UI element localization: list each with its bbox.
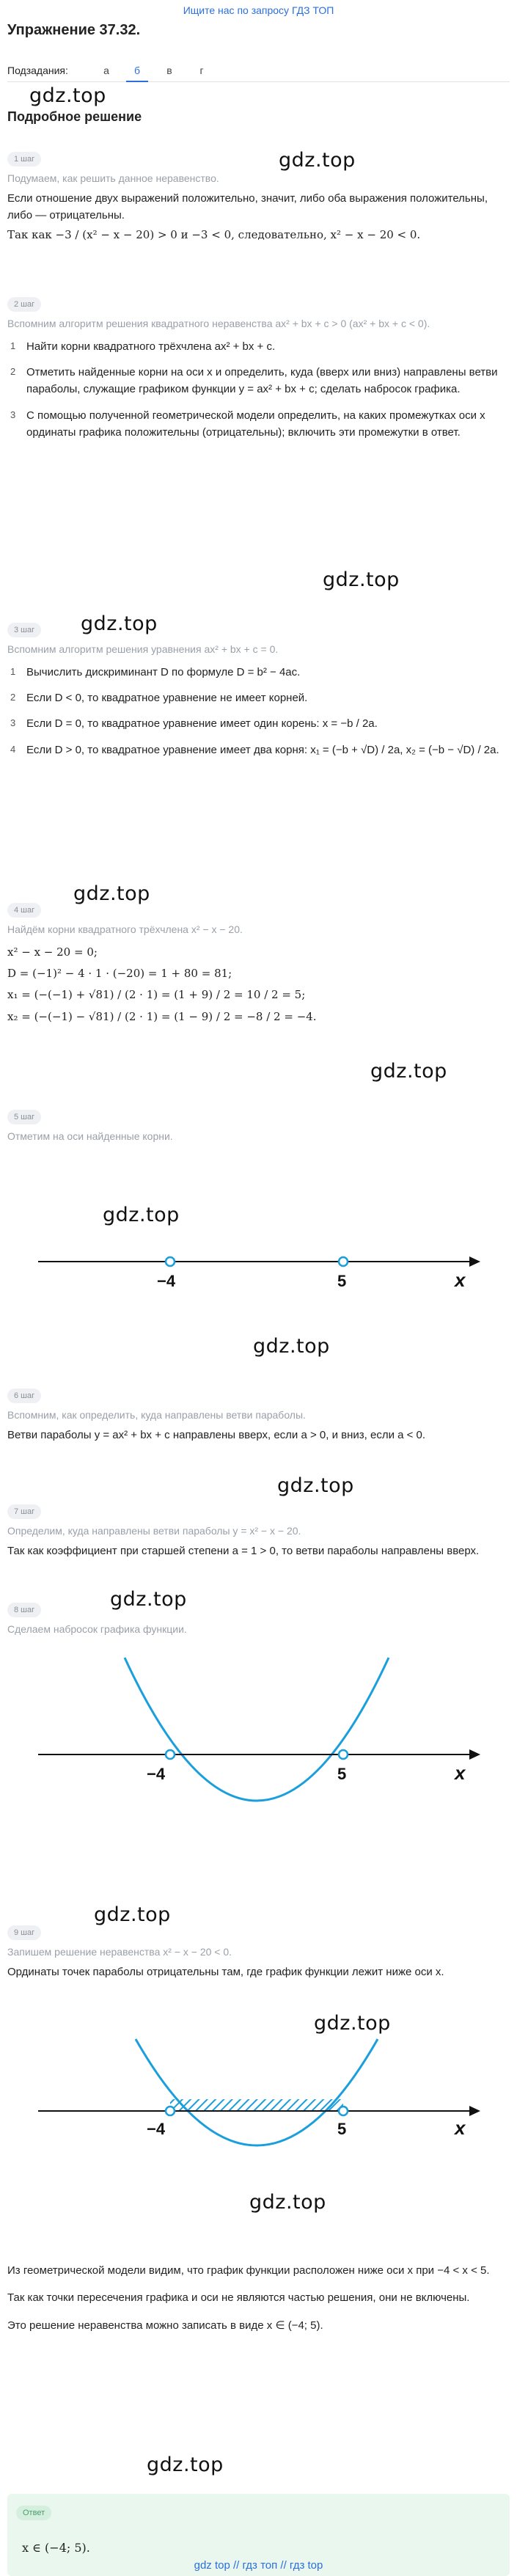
- watermark: gdz.top: [73, 882, 150, 905]
- solution-interval: [170, 2099, 343, 2111]
- watermark: gdz.top: [110, 1588, 187, 1611]
- solution-sketch: [0, 2032, 517, 2178]
- root-label: −4: [157, 1272, 176, 1290]
- watermark: gdz.top: [249, 2191, 326, 2214]
- root-point: [166, 1257, 175, 1266]
- equation-line: x₂ = (−(−1) − √81) / (2 · 1) = (1 − 9) / 2 = −8 / 2 = −4.: [7, 1009, 317, 1023]
- equation-line: D = (−1)² − 4 · 1 · (−20) = 1 + 80 = 81;: [7, 967, 232, 981]
- search-banner[interactable]: Ищите нас по запросу ГДЗ ТОП: [183, 4, 334, 16]
- algorithm-item: 2 Отметить найденные корни на оси x и определить, куда (вверх или вниз) направлены ветви параболы, служащие графиком функции y = ax² + bx + c; сделать набросок графика.: [10, 366, 498, 396]
- root-label: −4: [147, 2120, 166, 2138]
- equation-line: x² − x − 20 = 0;: [7, 945, 98, 959]
- step-badge: 6 шаг: [7, 1388, 41, 1403]
- step-2: [7, 295, 506, 450]
- step-5: [7, 1108, 506, 1145]
- step-hint: Вспомним алгоритм решения квадратного неравенства ax² + bx + c > 0 (ax² + bx + c < 0).: [7, 318, 430, 330]
- solution-title: Подробное решение: [7, 109, 142, 124]
- parabola-sketch: [0, 1650, 517, 1841]
- step-hint: Подумаем, как решить данное неравенство.: [7, 172, 219, 185]
- answer-badge: Ответ: [16, 2506, 51, 2520]
- algorithm-item: 1 Вычислить дискриминант D по формуле D = b² − 4ac.: [10, 665, 301, 678]
- exercise-title: Упражнение 37.32.: [7, 22, 141, 38]
- step-text: Если отношение двух выражений положительно, значит, либо оба выражения положительны, либо — отрицательны.: [7, 191, 488, 222]
- step-hint: Вспомним алгоритм решения уравнения ax² + bx + c = 0.: [7, 643, 279, 656]
- axis-label: x: [455, 1762, 466, 1784]
- answer-value: x ∈ (−4; 5).: [22, 2541, 90, 2555]
- step-badge: 2 шаг: [7, 297, 41, 312]
- watermark: gdz.top: [253, 1335, 330, 1358]
- algorithm-item: 3 Если D = 0, то квадратное уравнение имеет один корень: x = −b / 2a.: [10, 717, 378, 731]
- watermark: gdz.top: [314, 2012, 391, 2035]
- root-label: 5: [337, 2120, 347, 2138]
- root-point: [339, 2107, 348, 2115]
- step-hint: Отметим на оси найденные корни.: [7, 1130, 173, 1143]
- axis-arrow: [469, 1256, 480, 1267]
- step-text: Так как −3 / (x² − x − 20) > 0 и −3 < 0, следовательно, x² − x − 20 < 0.: [7, 228, 421, 242]
- root-point: [166, 1750, 175, 1759]
- step-hint: Запишем решение неравенства x² − x − 20 < 0.: [7, 1946, 232, 1958]
- step-hint: Сделаем набросок графика функции.: [7, 1623, 187, 1636]
- subtask-v[interactable]: в: [166, 65, 172, 76]
- algorithm-item: 1 Найти корни квадратного трёхчлена ax² + bx + c.: [10, 340, 276, 353]
- watermark: gdz.top: [323, 568, 400, 591]
- root-point: [339, 1750, 348, 1759]
- root-point: [166, 2107, 175, 2115]
- watermark: gdz.top: [147, 2454, 224, 2476]
- watermark: gdz.top: [277, 1474, 354, 1497]
- axis-arrow: [469, 2106, 480, 2116]
- number-line-diagram: [0, 1240, 517, 1306]
- step-badge: 7 шаг: [7, 1504, 41, 1519]
- watermark: gdz.top: [29, 84, 106, 107]
- footer-links[interactable]: gdz top // гдз топ // гдз top: [194, 2559, 323, 2572]
- root-label: 5: [337, 1765, 347, 1783]
- step-7: [7, 1502, 506, 1559]
- step-8: [7, 1600, 506, 1638]
- watermark: gdz.top: [370, 1060, 447, 1083]
- step-badge: 3 шаг: [7, 623, 41, 637]
- step-1: [7, 150, 506, 244]
- conclusion-text: Это решение неравенства можно записать в виде x ∈ (−4; 5).: [7, 2319, 323, 2332]
- root-label: −4: [147, 1765, 166, 1783]
- root-point: [339, 1257, 348, 1266]
- step-3: [7, 621, 506, 767]
- subtasks-label: Подзадания:: [7, 65, 68, 76]
- step-badge: 9 шаг: [7, 1925, 41, 1940]
- conclusion: [7, 2259, 506, 2334]
- watermark: gdz.top: [103, 1204, 180, 1226]
- step-4: [7, 901, 506, 1030]
- step-6: [7, 1386, 506, 1443]
- axis-label: x: [455, 1269, 466, 1291]
- step-9: [7, 1923, 506, 1980]
- axis-label: x: [455, 2117, 466, 2139]
- axis-arrow: [469, 1749, 480, 1760]
- algorithm-item: 3 С помощью полученной геометрической модели определить, на каких промежутках оси x ординаты графика положительны (отрицательны); включить эти промежутки в ответ.: [10, 409, 485, 439]
- subtask-tabs: [7, 59, 510, 82]
- step-text: Так как коэффициент при старшей степени a = 1 > 0, то ветви параболы направлены вверх.: [7, 1544, 480, 1557]
- subtask-g[interactable]: г: [199, 65, 204, 76]
- watermark: gdz.top: [94, 1903, 171, 1926]
- watermark: gdz.top: [81, 612, 158, 635]
- step-badge: 4 шаг: [7, 903, 41, 918]
- root-label: 5: [337, 1272, 347, 1290]
- algorithm-item: 4 Если D > 0, то квадратное уравнение имеет два корня: x₁ = (−b + √D) / 2a, x₂ = (−b − √D) / 2a.: [10, 743, 499, 756]
- watermark: gdz.top: [279, 149, 356, 172]
- step-hint: Определим, куда направлены ветви параболы y = x² − x − 20.: [7, 1525, 301, 1537]
- subtask-b[interactable]: б: [126, 63, 148, 82]
- step-badge: 1 шаг: [7, 152, 41, 167]
- step-badge: 8 шаг: [7, 1603, 41, 1617]
- algorithm-item: 2 Если D < 0, то квадратное уравнение не имеет корней.: [10, 692, 308, 705]
- conclusion-text: Из геометрической модели видим, что график функции расположен ниже оси x при −4 < x < 5.: [7, 2264, 490, 2277]
- step-badge: 5 шаг: [7, 1110, 41, 1124]
- subtask-a[interactable]: а: [103, 65, 109, 76]
- step-hint: Найдём корни квадратного трёхчлена x² − x − 20.: [7, 923, 243, 936]
- step-text: Ветви параболы y = ax² + bx + c направлены вверх, если a > 0, и вниз, если a < 0.: [7, 1428, 426, 1441]
- step-text: Ординаты точек параболы отрицательны там, где график функции лежит ниже оси x.: [7, 1965, 444, 1978]
- step-hint: Вспомним, как определить, куда направлены ветви параболы.: [7, 1409, 306, 1421]
- equation-line: x₁ = (−(−1) + √81) / (2 · 1) = (1 + 9) / 2 = 10 / 2 = 5;: [7, 988, 306, 1002]
- conclusion-text: Так как точки пересечения графика и оси не являются частью решения, они не включены.: [7, 2291, 470, 2305]
